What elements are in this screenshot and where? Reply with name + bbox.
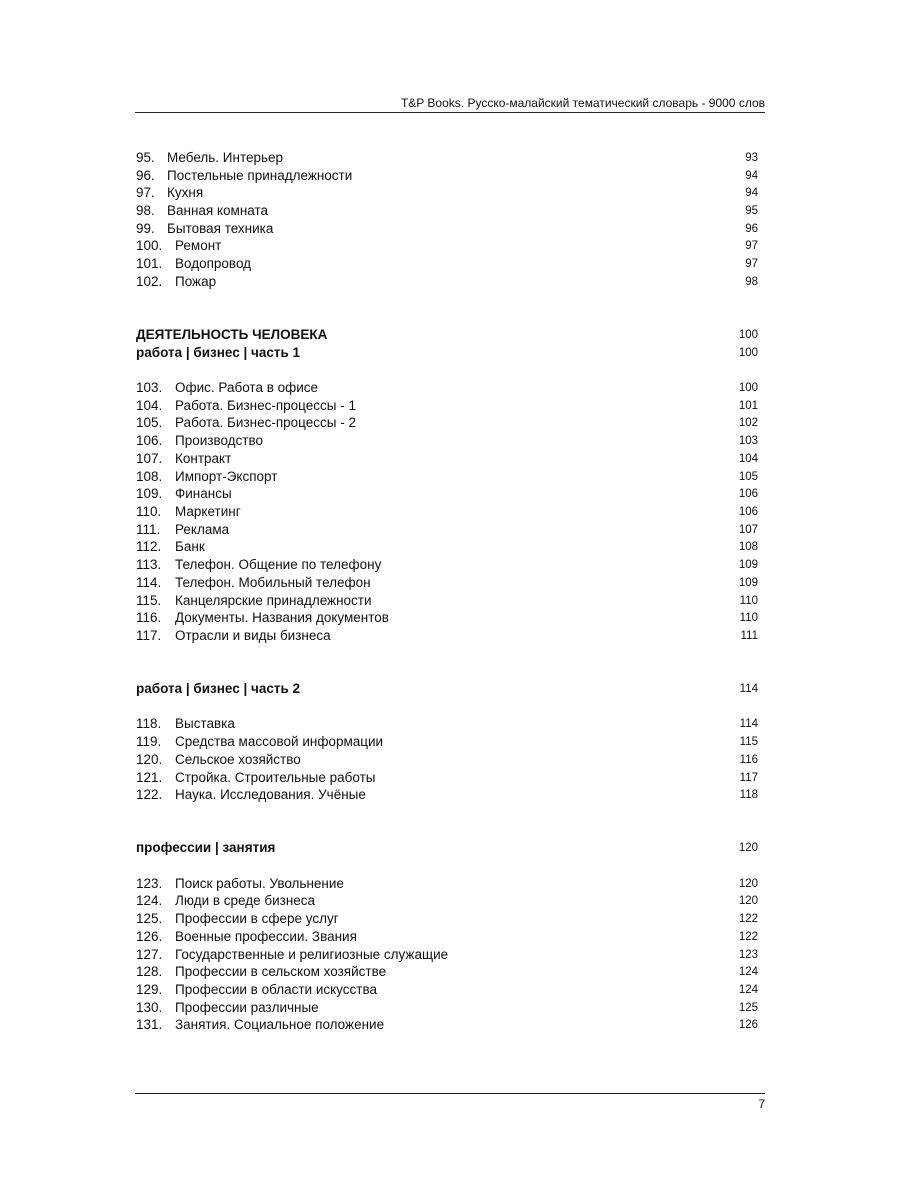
toc-entry-number: 128. [136, 964, 163, 979]
toc-entry-number: 113. [136, 557, 162, 572]
toc-entry [136, 556, 758, 574]
toc-entry-page: 118 [739, 789, 758, 801]
running-header-title: T&P Books. Русско-малайский тематический словарь - 9000 слов [400, 96, 765, 110]
toc-entry [136, 149, 758, 167]
toc-entry-title: Работа. Бизнес-процессы - 2 [175, 415, 356, 430]
toc-entry-page: 104 [738, 453, 758, 465]
toc-entry-title: Работа. Бизнес-процессы - 1 [175, 398, 356, 413]
toc-entry-page: 97 [745, 258, 758, 270]
toc-entry-page: 122 [738, 913, 758, 925]
toc-entry-title: Выставка [175, 716, 235, 731]
toc-entry-number: 99. [136, 221, 155, 236]
toc-entry [136, 538, 758, 556]
toc-entry [136, 892, 758, 910]
toc-entry-page: 122 [738, 931, 758, 943]
toc-entry [136, 432, 758, 450]
toc-entry-number: 108. [136, 469, 163, 484]
toc-subsection-heading [136, 680, 758, 698]
toc-entry-page: 116 [739, 754, 758, 766]
toc-entry-title: Профессии в области искусства [175, 982, 377, 997]
toc-entry [136, 237, 758, 255]
toc-entry [136, 184, 758, 202]
toc-entry-number: 98. [136, 203, 155, 218]
toc-entry-number: 127. [136, 947, 163, 962]
toc-entry-page: 109 [738, 577, 758, 589]
toc-entry-page: 97 [745, 240, 758, 252]
toc-entry-title: Водопровод [175, 256, 252, 271]
toc-entry-page: 105 [738, 471, 758, 483]
toc-entry-title: Отрасли и виды бизнеса [175, 628, 331, 643]
toc-entry-page: 94 [745, 187, 758, 199]
toc-entry-number: 115. [136, 593, 162, 608]
toc-subsection-page: 120 [738, 842, 758, 854]
toc-entry [136, 574, 758, 592]
toc-entry [136, 167, 758, 185]
toc-section-heading [136, 326, 758, 344]
toc-entry [136, 485, 758, 503]
toc-entry [136, 450, 758, 468]
toc-entry-number: 109. [136, 486, 163, 501]
toc-entry-title: Импорт-Экспорт [175, 469, 278, 484]
toc-entry-title: Мебель. Интерьер [167, 150, 284, 165]
toc-entry-number: 101. [136, 256, 163, 271]
toc-entry-title: Кухня [167, 185, 204, 200]
toc-entry [136, 733, 758, 751]
toc-entry [136, 928, 758, 946]
toc-entry-number: 116. [136, 610, 162, 625]
toc-entry-title: Реклама [175, 522, 230, 537]
toc-entry [136, 751, 758, 769]
toc-entry [136, 379, 758, 397]
toc-entry [136, 609, 758, 627]
toc-entry-number: 124. [136, 893, 163, 908]
toc-entry-page: 100 [738, 382, 758, 394]
toc-subsection-heading [136, 839, 758, 857]
toc-entry-page: 124 [738, 984, 758, 996]
toc-entry-title: Телефон. Мобильный телефон [175, 575, 371, 590]
toc-entry-title: Стройка. Строительные работы [175, 770, 376, 785]
page-number: 7 [758, 1097, 765, 1111]
toc-entry-title: Финансы [175, 486, 232, 501]
toc-entry [136, 875, 758, 893]
toc-entry [136, 220, 758, 238]
toc-subsection-page: 114 [739, 683, 758, 695]
toc-section-page: 100 [738, 329, 758, 341]
toc-entry-number: 130. [136, 1000, 163, 1015]
toc-entry-title: Ремонт [175, 238, 222, 253]
toc-entry [136, 397, 758, 415]
toc-entry [136, 468, 758, 486]
toc-entry-title: Поиск работы. Увольнение [175, 876, 344, 891]
footer-divider [135, 1093, 765, 1094]
toc-entry-page: 124 [738, 966, 758, 978]
toc-entry [136, 786, 758, 804]
toc-entry-title: Военные профессии. Звания [175, 929, 357, 944]
toc-entry-number: 95. [136, 150, 155, 165]
toc-entry-page: 120 [738, 895, 758, 907]
toc-entry-page: 94 [745, 170, 758, 182]
toc-entry-page: 108 [738, 541, 758, 553]
toc-entry-number: 110. [136, 504, 162, 519]
toc-entry-page: 106 [738, 506, 758, 518]
toc-entry-page: 125 [738, 1002, 758, 1014]
toc-entry-number: 117. [136, 628, 162, 643]
toc-entry-page: 95 [745, 205, 758, 217]
toc-entry [136, 592, 758, 610]
toc-entry-page: 110 [739, 612, 758, 624]
toc-entry-number: 123. [136, 876, 163, 891]
toc-subsection-page: 100 [738, 347, 758, 359]
toc-entry-title: Государственные и религиозные служащие [175, 947, 449, 962]
toc-entry-number: 114. [136, 575, 162, 590]
toc-entry-title: Профессии различные [175, 1000, 319, 1015]
toc-entry-number: 129. [136, 982, 163, 997]
toc-entry [136, 273, 758, 291]
toc-entry-page: 117 [739, 772, 758, 784]
toc-entry-number: 107. [136, 451, 163, 466]
toc-entry-number: 104. [136, 398, 163, 413]
toc-subsection-title: работа | бизнес | часть 1 [136, 345, 301, 360]
toc-entry [136, 999, 758, 1017]
toc-entry-title: Ванная комната [167, 203, 269, 218]
toc-entry-title: Средства массовой информации [175, 734, 384, 749]
toc-entry [136, 715, 758, 733]
toc-entry-number: 118. [136, 716, 162, 731]
toc-entry-page: 123 [738, 949, 758, 961]
toc-entry [136, 769, 758, 787]
toc-entry-title: Бытовая техника [167, 221, 274, 236]
toc-entry-title: Профессии в сфере услуг [175, 911, 339, 926]
toc-entry-number: 121. [136, 770, 163, 785]
toc-entry-page: 106 [738, 488, 758, 500]
toc-entry [136, 963, 758, 981]
toc-entry [136, 946, 758, 964]
toc-entry-number: 126. [136, 929, 163, 944]
toc-entry-number: 105. [136, 415, 163, 430]
toc-entry [136, 202, 758, 220]
toc-entry-number: 96. [136, 168, 155, 183]
toc-subsection-title: работа | бизнес | часть 2 [136, 681, 301, 696]
toc-entry-number: 131. [136, 1017, 163, 1032]
toc-entry-title: Постельные принадлежности [167, 168, 353, 183]
toc-entry [136, 910, 758, 928]
toc-entry [136, 503, 758, 521]
toc-subsection-title: профессии | занятия [136, 840, 276, 855]
toc-entry-number: 103. [136, 380, 163, 395]
toc-entry [136, 1016, 758, 1034]
toc-entry-title: Контракт [175, 451, 232, 466]
toc-entry [136, 255, 758, 273]
toc-entry-page: 114 [739, 718, 758, 730]
toc-entry-title: Офис. Работа в офисе [175, 380, 319, 395]
toc-entry-page: 111 [740, 630, 758, 642]
toc-entry-page: 98 [745, 276, 758, 288]
toc-entry-number: 102. [136, 274, 163, 289]
toc-entry-title: Документы. Названия документов [175, 610, 389, 625]
toc-entry-page: 96 [745, 223, 758, 235]
toc-entry-number: 112. [136, 539, 162, 554]
toc-entry-number: 111. [136, 522, 161, 537]
toc-entry-number: 100. [136, 238, 163, 253]
toc-entry-title: Наука. Исследования. Учёные [175, 787, 366, 802]
toc-entry-number: 122. [136, 787, 163, 802]
toc-entry-title: Люди в среде бизнеса [175, 893, 316, 908]
toc-entry-page: 115 [739, 736, 758, 748]
toc-subsection-heading [136, 344, 758, 362]
toc-entry-number: 125. [136, 911, 163, 926]
toc-entry-page: 93 [745, 152, 758, 164]
toc-entry-title: Производство [175, 433, 264, 448]
toc-entry-page: 107 [738, 524, 758, 536]
toc-entry-title: Канцелярские принадлежности [175, 593, 372, 608]
toc-entry-page: 103 [738, 435, 758, 447]
toc-entry-title: Занятия. Социальное положение [175, 1017, 385, 1032]
toc-entry-page: 109 [738, 559, 758, 571]
toc-section-title: ДЕЯТЕЛЬНОСТЬ ЧЕЛОВЕКА [136, 327, 328, 342]
toc-entry-title: Банк [175, 539, 205, 554]
toc-entry-page: 126 [738, 1019, 758, 1031]
toc-entry-page: 120 [738, 878, 758, 890]
toc-entry-number: 119. [136, 734, 162, 749]
toc-entry-page: 110 [739, 595, 758, 607]
toc-entry-number: 120. [136, 752, 163, 767]
toc-entry [136, 521, 758, 539]
toc-entry-number: 106. [136, 433, 163, 448]
toc-entry-page: 101 [738, 400, 758, 412]
toc-entry-number: 97. [136, 185, 155, 200]
toc-entry-title: Телефон. Общение по телефону [175, 557, 382, 572]
toc-entry-title: Профессии в сельском хозяйстве [175, 964, 387, 979]
toc-entry [136, 414, 758, 432]
toc-entry-title: Сельское хозяйство [175, 752, 301, 767]
toc-entry-page: 102 [738, 417, 758, 429]
toc-entry-title: Пожар [175, 274, 217, 289]
toc-entry [136, 981, 758, 999]
toc-entry-title: Маркетинг [175, 504, 241, 519]
toc-entry [136, 627, 758, 645]
